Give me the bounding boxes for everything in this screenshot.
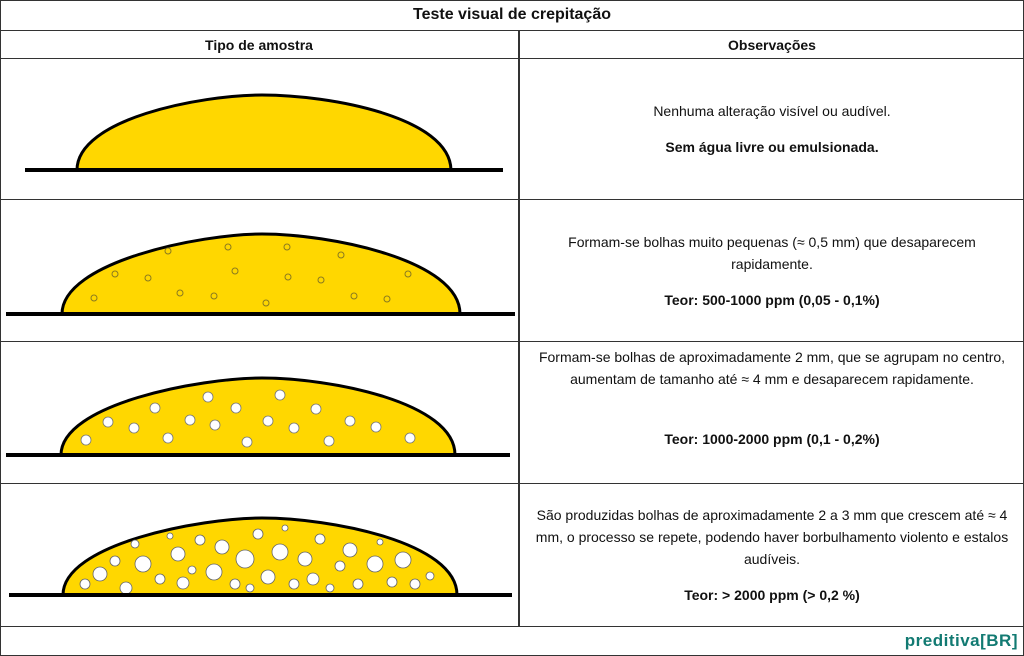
observation-result: Teor: 500-1000 ppm (0,05 - 0,1%)	[664, 291, 880, 308]
observation-cell-1	[520, 59, 1024, 199]
observation-cell-2	[520, 200, 1024, 341]
sample-illustration-2	[0, 200, 518, 341]
droplet-many-bubbles-icon	[0, 484, 518, 626]
observation-text: São produzidas bolhas de aproximadamente 2 a 3 mm que crescem até ≈ 4 mm, o processo se repete, podendo haver borbulhamento violento e estalos audíveis.	[535, 507, 1009, 567]
observation-text: Nenhuma alteração visível ou audível.	[653, 103, 891, 119]
brand-logo: preditiva[BR]	[904, 631, 1018, 650]
observation-result: Teor: 1000-2000 ppm (0,1 - 0,2%)	[664, 431, 880, 447]
observation-cell-4	[520, 484, 1024, 626]
divider	[0, 626, 1024, 627]
droplet-tiny-bubbles-icon	[0, 200, 518, 341]
column-header-observations: Observações	[728, 36, 816, 53]
column-header-sample: Tipo de amostra	[205, 36, 313, 53]
observation-text: Formam-se bolhas muito pequenas (≈ 0,5 mm) que desaparecem rapidamente.	[568, 233, 976, 272]
observation-result: Sem água livre ou emulsionada.	[665, 139, 879, 155]
sample-illustration-3	[0, 342, 518, 483]
observation-cell-3	[520, 342, 1024, 483]
sample-illustration-4	[0, 484, 518, 626]
droplet-icon	[0, 59, 518, 199]
droplet-clustered-bubbles-icon	[0, 342, 518, 483]
observation-result: Teor: > 2000 ppm (> 0,2 %)	[684, 587, 860, 603]
table-title: Teste visual de crepitação	[412, 6, 611, 23]
sample-illustration-1	[0, 59, 518, 199]
observation-text: Formam-se bolhas de aproximadamente 2 mm, que se agrupam no centro, aumentam de tamanho até ≈ 4 mm e desaparecem rapidamente.	[538, 349, 1006, 387]
